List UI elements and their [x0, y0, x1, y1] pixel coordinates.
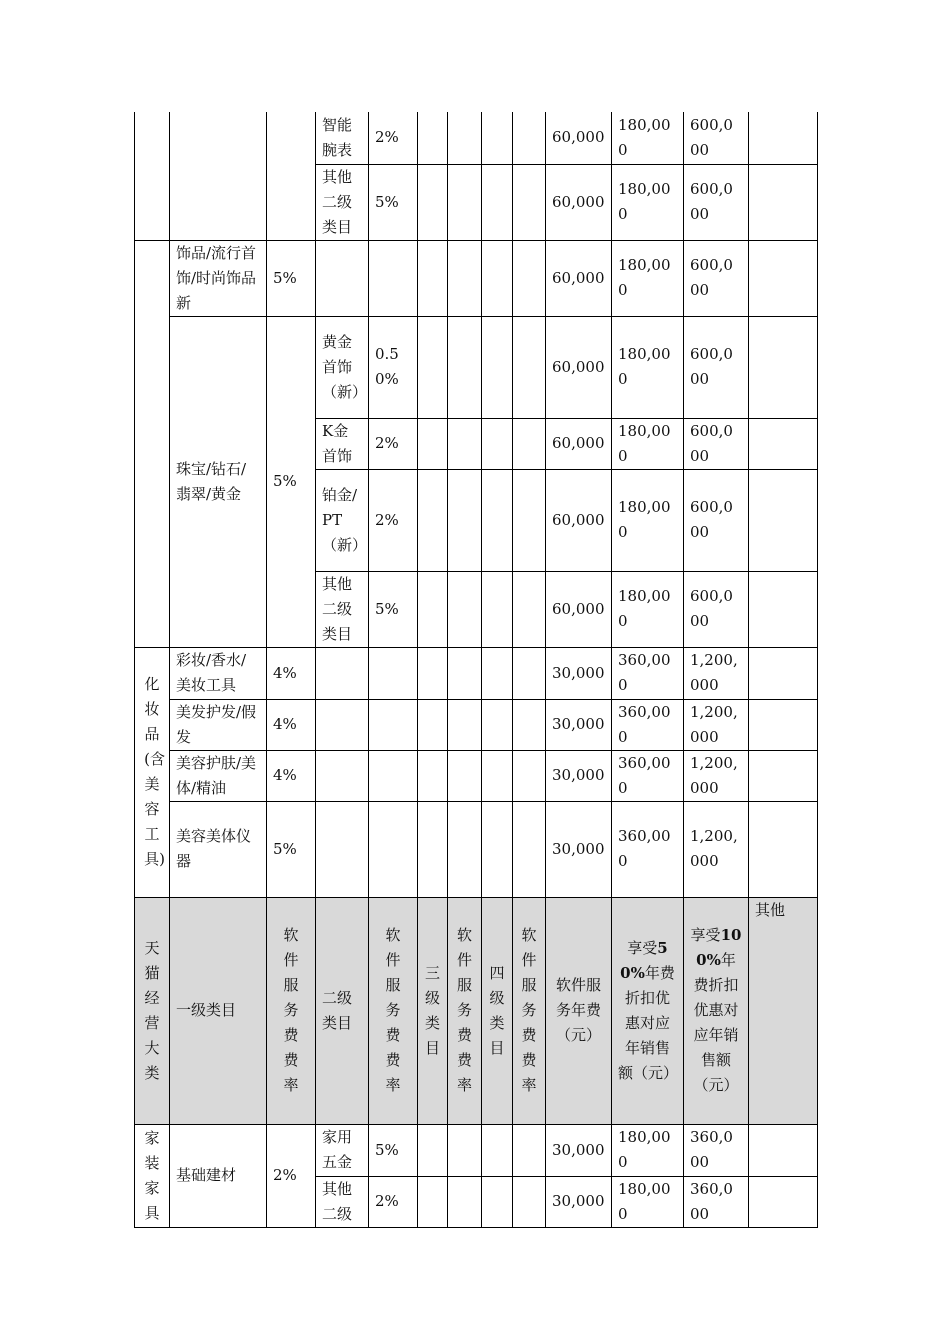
header-level2: 二级类目: [316, 897, 369, 1124]
level1-rate-cell: [267, 112, 316, 240]
table-row: [135, 316, 818, 418]
table-row: [135, 699, 818, 750]
level4-rate-cell: [513, 112, 546, 164]
level2-cell: K金首饰: [316, 418, 369, 469]
level1-rate-cell: 4%: [267, 699, 316, 750]
level1-cell: 基础建材: [170, 1124, 267, 1227]
sales-100-cell: 600,000: [684, 571, 749, 647]
level1-rate-cell: 2%: [267, 1124, 316, 1227]
level3-cell: [418, 112, 448, 164]
annual-fee-cell: 60,000: [546, 240, 612, 316]
level1-cell: 美发护发/假发: [170, 699, 267, 750]
annual-fee-cell: 30,000: [546, 647, 612, 699]
annual-fee-cell: 30,000: [546, 1176, 612, 1227]
sales-100-cell: 1,200,000: [684, 699, 749, 750]
level4-cell: [482, 112, 513, 164]
level2-cell: 黄金首饰（新）: [316, 316, 369, 418]
annual-fee-cell: 60,000: [546, 571, 612, 647]
table-row: [135, 801, 818, 897]
annual-fee-cell: 60,000: [546, 418, 612, 469]
sales-50-cell: 180,000: [612, 164, 684, 240]
sales-50-cell: 180,000: [612, 112, 684, 164]
table-header-row: [135, 897, 818, 1124]
sales-100-cell: 1,200,000: [684, 801, 749, 897]
annual-fee-cell: 60,000: [546, 469, 612, 571]
level1-cell: [170, 112, 267, 240]
annual-fee-cell: 30,000: [546, 750, 612, 801]
level2-rate-cell: 2%: [369, 1176, 418, 1227]
header-sales-100: 享受100%年费折扣优惠对应年销售额（元）: [684, 897, 749, 1124]
level1-rate-cell: 5%: [267, 316, 316, 647]
annual-fee-cell: 30,000: [546, 801, 612, 897]
sales-100-cell: 600,000: [684, 418, 749, 469]
header-level2-rate: 软件服务费费率: [369, 897, 418, 1124]
header-level3-rate: 软件服务费费率: [448, 897, 482, 1124]
level2-cell: 其他二级类目: [316, 571, 369, 647]
level2-rate-cell: 2%: [369, 418, 418, 469]
sales-100-cell: 600,000: [684, 164, 749, 240]
sales-50-cell: 360,000: [612, 801, 684, 897]
sales-50-cell: 360,000: [612, 647, 684, 699]
sales-100-cell: 360,000: [684, 1176, 749, 1227]
sales-100-cell: 600,000: [684, 240, 749, 316]
sales-50-cell: 180,000: [612, 469, 684, 571]
level1-cell: 美容美体仪器: [170, 801, 267, 897]
sales-50-cell: 180,000: [612, 316, 684, 418]
sales-100-cell: 600,000: [684, 112, 749, 164]
level2-cell: 铂金/PT（新）: [316, 469, 369, 571]
sales-100-cell: 360,000: [684, 1124, 749, 1176]
level1-cell: 彩妆/香水/美妆工具: [170, 647, 267, 699]
sales-50-cell: 180,000: [612, 1124, 684, 1176]
level1-rate-cell: 5%: [267, 240, 316, 316]
sales-50-cell: 180,000: [612, 1176, 684, 1227]
sales-100-cell: 1,200,000: [684, 750, 749, 801]
header-level4-rate: 软件服务费费率: [513, 897, 546, 1124]
level2-cell: 智能腕表: [316, 112, 369, 164]
level1-rate-cell: 4%: [267, 647, 316, 699]
header-sales-50: 享受50%年费折扣优惠对应年销售额（元）: [612, 897, 684, 1124]
category-cell: [135, 240, 170, 647]
table-row: [135, 750, 818, 801]
sales-100-cell: 1,200,000: [684, 647, 749, 699]
sales-50-cell: 360,000: [612, 750, 684, 801]
level2-rate-cell: 5%: [369, 164, 418, 240]
annual-fee-cell: 60,000: [546, 316, 612, 418]
annual-fee-cell: 30,000: [546, 699, 612, 750]
level2-rate-cell: 2%: [369, 469, 418, 571]
level1-cell: 珠宝/钻石/翡翠/黄金: [170, 316, 267, 647]
table-row: [135, 647, 818, 699]
category-cell: [135, 112, 170, 240]
annual-fee-cell: 30,000: [546, 1124, 612, 1176]
header-other: 其他: [749, 897, 818, 1124]
sales-100-cell: 600,000: [684, 469, 749, 571]
annual-fee-cell: 60,000: [546, 112, 612, 164]
header-level1: 一级类目: [170, 897, 267, 1124]
level2-cell: 其他二级类目: [316, 164, 369, 240]
level3-rate-cell: [448, 112, 482, 164]
category-cell: 化妆品(含美容工具): [135, 647, 170, 897]
header-level1-rate: 软件服务费费率: [267, 897, 316, 1124]
sales-100-cell: 600,000: [684, 316, 749, 418]
level1-cell: 饰品/流行首饰/时尚饰品新: [170, 240, 267, 316]
level2-cell: 家用五金: [316, 1124, 369, 1176]
sales-50-cell: 180,000: [612, 240, 684, 316]
table-row: [135, 240, 818, 316]
header-annual-fee: 软件服务年费（元）: [546, 897, 612, 1124]
annual-fee-cell: 60,000: [546, 164, 612, 240]
table-row: [135, 1124, 818, 1176]
level2-rate-cell: 0.50%: [369, 316, 418, 418]
other-cell: [749, 112, 818, 164]
header-level4: 四级类目: [482, 897, 513, 1124]
level2-rate-cell: 5%: [369, 1124, 418, 1176]
header-category: 天猫经营大类: [135, 897, 170, 1124]
sales-50-cell: 180,000: [612, 571, 684, 647]
table-row: [135, 112, 818, 164]
sales-50-cell: 180,000: [612, 418, 684, 469]
level1-cell: 美容护肤/美体/精油: [170, 750, 267, 801]
level1-rate-cell: 4%: [267, 750, 316, 801]
fee-table: [134, 112, 818, 1228]
level1-rate-cell: 5%: [267, 801, 316, 897]
category-cell: 家装家具: [135, 1124, 170, 1227]
level2-rate-cell: 2%: [369, 112, 418, 164]
sales-50-cell: 360,000: [612, 699, 684, 750]
level2-rate-cell: 5%: [369, 571, 418, 647]
level2-cell: 其他二级: [316, 1176, 369, 1227]
header-level3: 三级类目: [418, 897, 448, 1124]
